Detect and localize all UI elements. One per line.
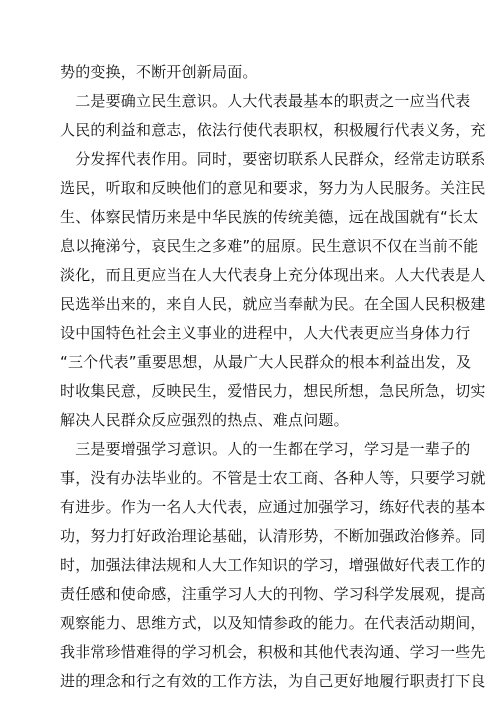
text-line: 设中国特色社会主义事业的进程中，人大代表更应当身体力行 — [60, 324, 471, 342]
text-line: 生、体察民情历来是中华民族的传统美德，远在战国就有“长太 — [60, 208, 479, 226]
text-line: 淡化，而且更应当在人大代表身上充分体现出来。人大代表是人 — [60, 266, 486, 284]
text-line: “三个代表”重要思想，从最广大人民群众的根本利益出发，及 — [60, 353, 472, 371]
text-line: 事，没有办法毕业的。不管是士农工商、各种人等，只要学习就 — [60, 469, 486, 487]
text-line: 分发挥代表作用。同时，要密切联系人民群众，经常走访联系 — [60, 150, 486, 168]
text-line: 二是要确立民生意识。人大代表最基本的职责之一应当代表 — [60, 92, 471, 110]
text-line: 有进步。作为一名人大代表，应通过加强学习，练好代表的基本 — [60, 498, 486, 516]
text-line: 势的变换，不断开创新局面。 — [60, 63, 258, 81]
text-line: 功，努力打好政治理论基础，认清形势，不断加强政治修养。同 — [60, 527, 486, 545]
text-line: 息以掩涕兮，哀民生之多难”的屈原。民生意识不仅在当前不能 — [60, 237, 479, 255]
text-line: 进的理念和行之有效的工作方法，为自己更好地履行职责打下良 — [60, 672, 486, 690]
text-line: 解决人民群众反应强烈的热点、难点问题。 — [60, 411, 349, 429]
text-line: 三是要增强学习意识。人的一生都在学习，学习是一辈子的 — [60, 440, 471, 458]
text-line: 选民，听取和反映他们的意见和要求，努力为人民服务。关注民 — [60, 179, 486, 197]
text-line: 民选举出来的，来自人民，就应当奉献为民。在全国人民积极建 — [60, 295, 486, 313]
text-line: 观察能力、思维方式，以及知情参政的能力。在代表活动期间， — [60, 614, 486, 632]
text-line: 我非常珍惜难得的学习机会，积极和其他代表沟通、学习一些先 — [60, 643, 486, 661]
text-line: 人民的利益和意志，依法行使代表职权，积极履行代表义务，充 — [60, 121, 486, 139]
text-line: 时，加强法律法规和人大工作知识的学习，增强做好代表工作的 — [60, 556, 486, 574]
text-line: 时收集民意，反映民生，爱惜民力，想民所想，急民所急，切实 — [60, 382, 486, 400]
document-body — [60, 58, 486, 696]
text-line: 责任感和使命感，注重学习人大的刊物、学习科学发展观，提高 — [60, 585, 486, 603]
